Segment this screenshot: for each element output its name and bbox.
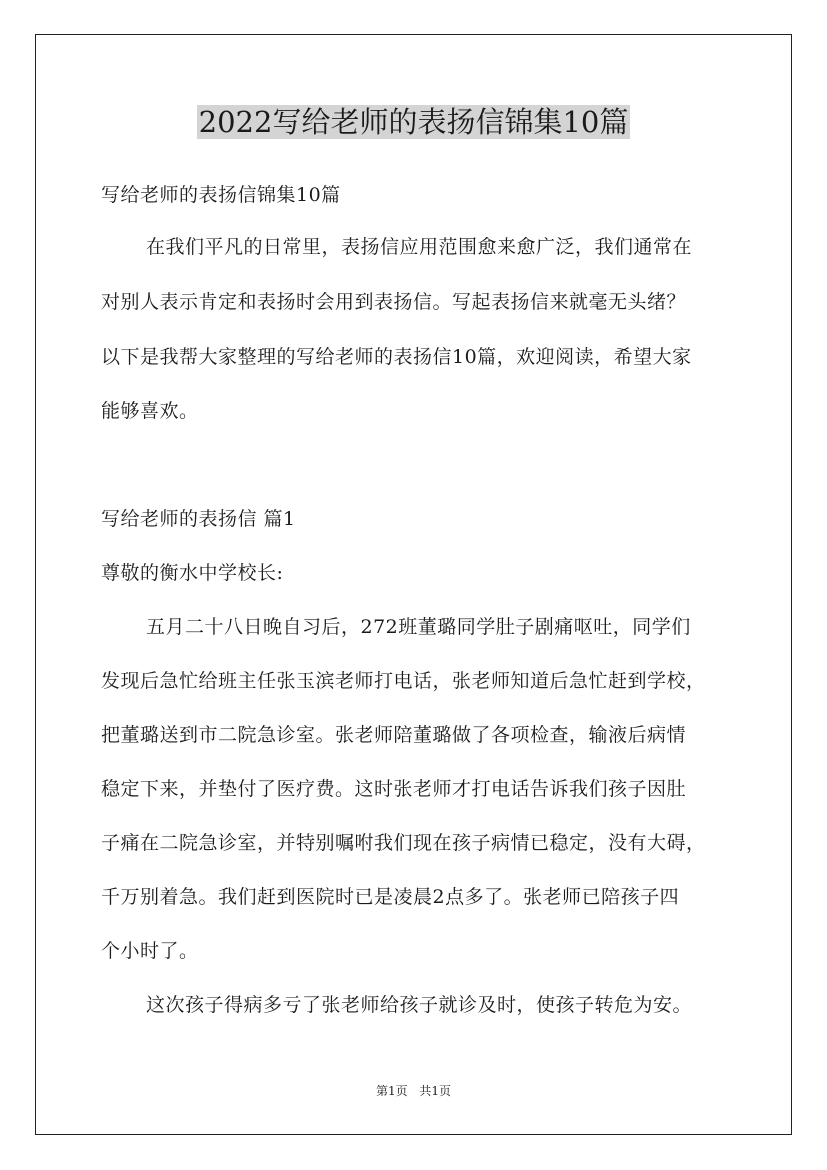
page-total: 共1页 — [419, 1084, 452, 1098]
intro-line-1: 在我们平凡的日常里，表扬信应用范围愈来愈广泛，我们通常在 — [146, 236, 693, 258]
page-footer — [0, 1083, 827, 1099]
intro-line-4: 能够喜欢。 — [101, 400, 199, 422]
intro-line-2: 对别人表示肯定和表扬时会用到表扬信。写起表扬信来就毫无头绪？ — [101, 291, 687, 313]
page-number: 第1页 — [375, 1084, 408, 1098]
intro-line-3: 以下是我帮大家整理的写给老师的表扬信10篇，欢迎阅读，希望大家 — [101, 346, 692, 368]
body-line-2: 发现后急忙给班主任张玉滨老师打电话，张老师知道后急忙赶到学校， — [101, 670, 706, 692]
body-line-6: 千万别着急。我们赶到医院时已是凌晨2点多了。张老师已陪孩子四 — [101, 886, 680, 908]
body-line-5: 子痛在二院急诊室，并特别嘱咐我们现在孩子病情已稳定，没有大碍， — [101, 832, 706, 854]
body-line-3: 把董璐送到市二院急诊室。张老师陪董璐做了各项检查，输液后病情 — [101, 724, 687, 746]
salutation: 尊敬的衡水中学校长: — [101, 562, 284, 584]
body-line-4: 稳定下来，并垫付了医疗费。这时张老师才打电话告诉我们孩子因肚 — [101, 778, 687, 800]
document-subtitle: 写给老师的表扬信锦集10篇 — [101, 184, 341, 206]
document-title — [0, 102, 827, 142]
document-title-text: 2022写给老师的表扬信锦集10篇 — [198, 105, 629, 139]
body-line-7: 个小时了。 — [101, 940, 199, 962]
closing-line: 这次孩子得病多亏了张老师给孩子就诊及时，使孩子转危为安。 — [146, 994, 693, 1016]
body-line-1: 五月二十八日晚自习后，272班董璐同学肚子剧痛呕吐，同学们 — [146, 616, 691, 638]
section-heading: 写给老师的表扬信 篇1 — [101, 508, 296, 530]
